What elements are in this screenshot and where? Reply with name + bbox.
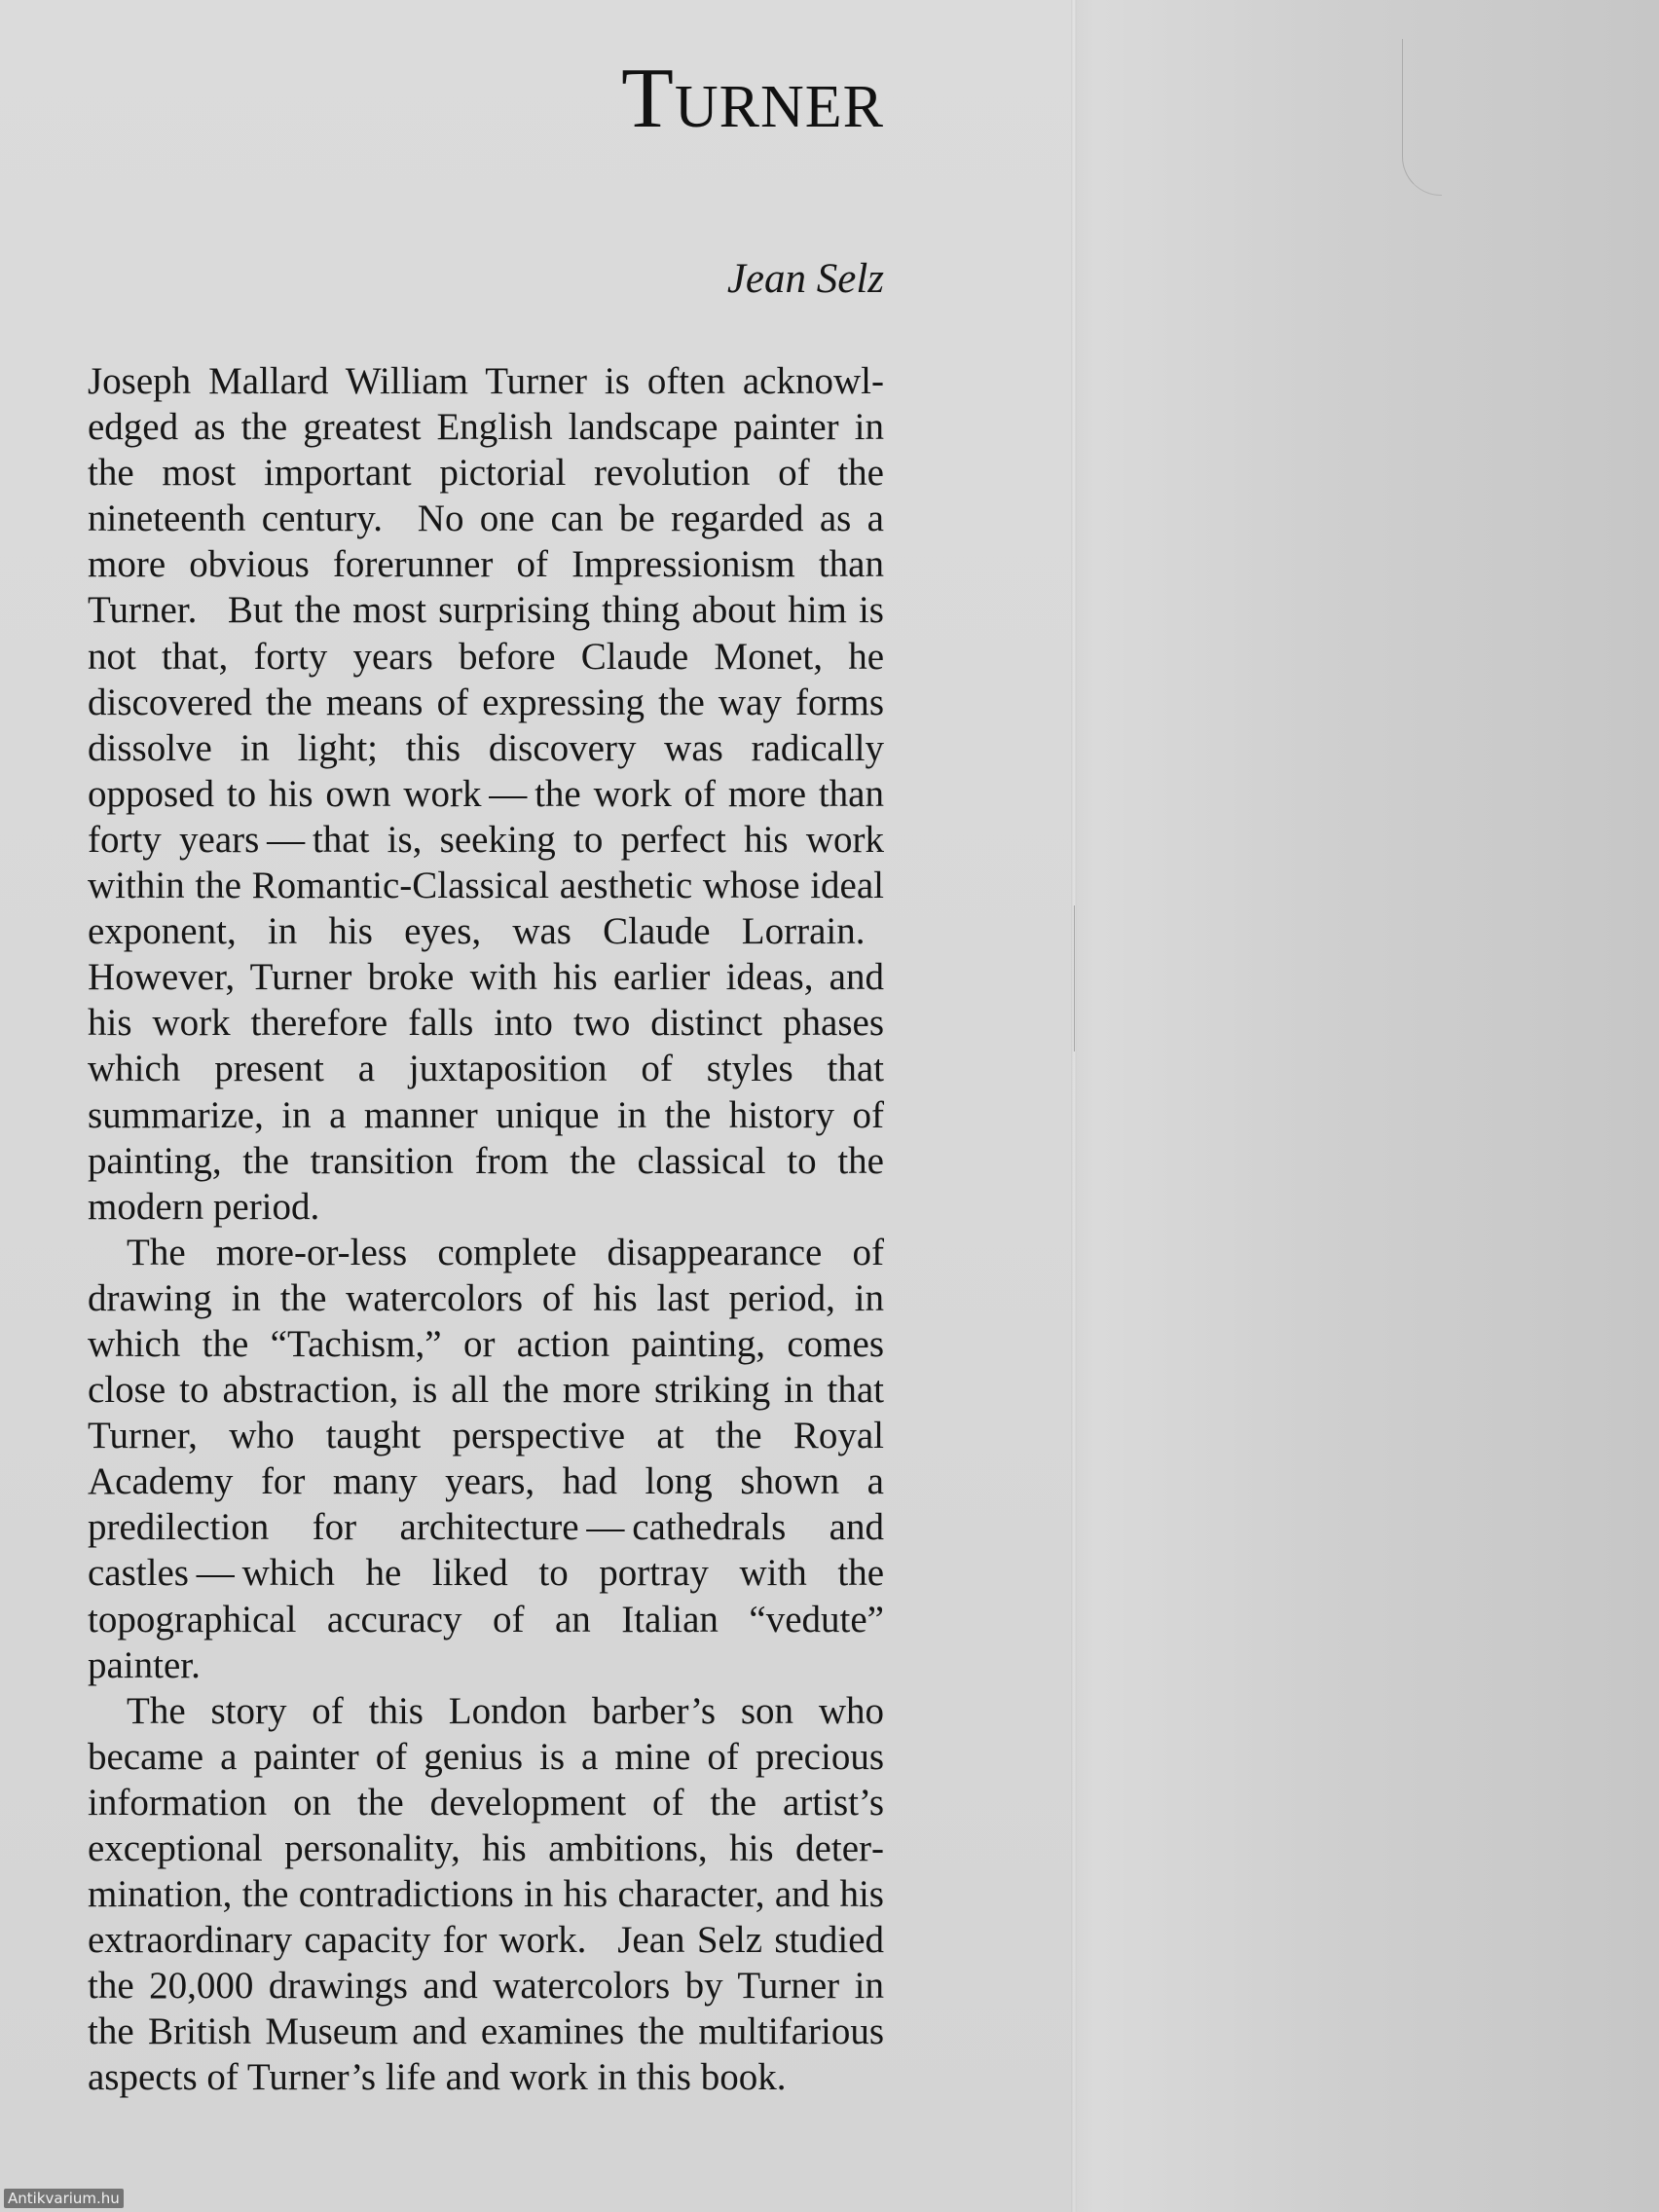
- author-name: Jean Selz: [726, 256, 884, 302]
- book-title: Turner: [621, 52, 884, 146]
- paragraph-2: The more-or-less complete disappearance of drawing in the watercolors of his last period, in which the “Tachism,” or action painting, comes close to abstraction, is all the more striking in that Turner, who taught perspective at the Royal Academy for many years, had long shown a predilection for architecture — cathedrals and castles — which he liked to portray with the topographical accuracy of an Italian “vedute” painter.: [88, 1231, 884, 1686]
- paragraph-1: Joseph Mallard William Turner is often acknowledged as the greatest English landscape painter in the most important pictorial revolution of the nineteenth century. No one can be regarded as a more obvious forerunner of Impressionism than Turner. But the most surprising thing about him is not that, forty years before Claude Monet, he discovered the means of expressing the way forms dissolve in light; this discovery was radically opposed to his own work — the work of more than forty years — that is, seeking to perfect his work within the Romantic-Classical aesthetic whose ideal exponent, in his eyes, was Claude Lorrain. However, Turner broke with his earlier ideas, and his work therefore falls into two distinct phases which present a juxtaposition of styles that summarize, in a manner unique in the history of painting, the transition from the classical to the modern period.: [88, 360, 884, 1228]
- page-edge: [1071, 0, 1077, 2212]
- margin-mark: [1074, 905, 1075, 1051]
- watermark: Antikvarium.hu: [4, 2189, 124, 2208]
- blurb-text: [88, 358, 884, 2101]
- paper-crease: [1402, 39, 1442, 196]
- paragraph-3: The story of this London barber’s son who became a painter of genius is a mine of precious information on the development of the artist’s exceptional personality, his ambitions, his determination, the contradictions in his character, and his extraordinary capacity for work. Jean Selz studied the 20,000 drawings and watercolors by Turner in the British Museum and examines the multifarious aspects of Turner’s life and work in this book.: [88, 1689, 884, 2099]
